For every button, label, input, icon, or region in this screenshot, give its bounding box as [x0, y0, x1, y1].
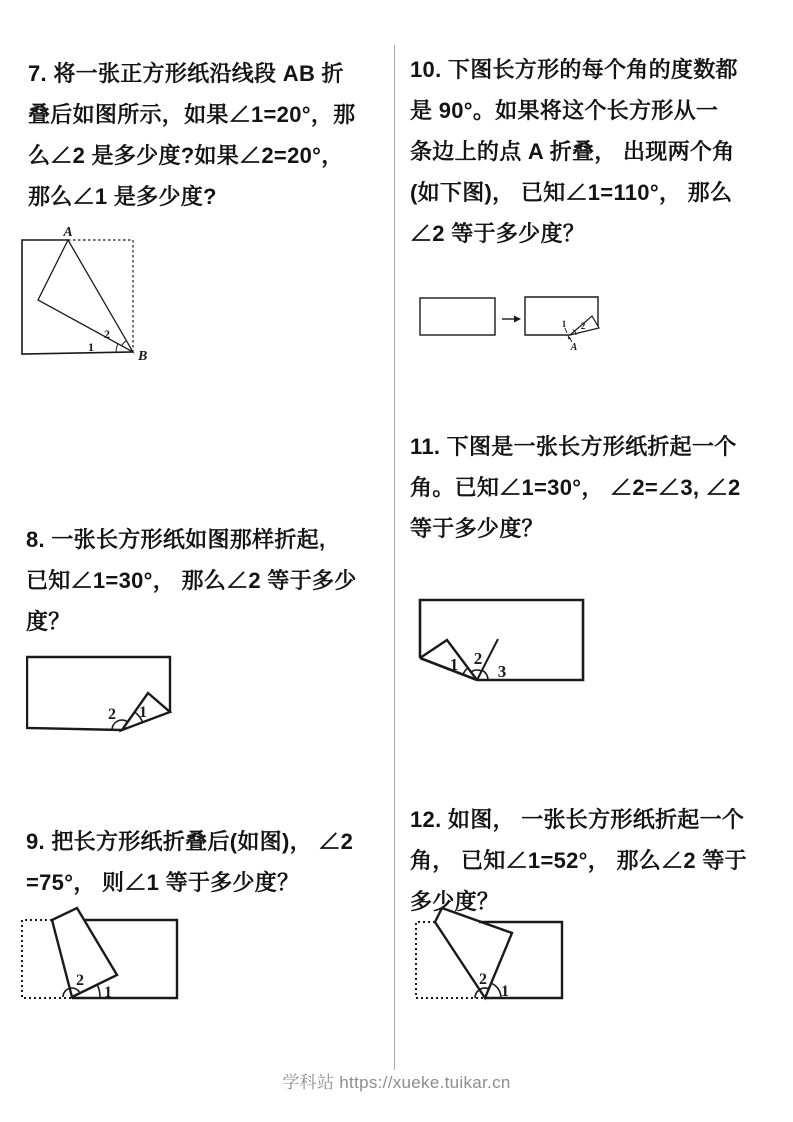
question-line: 角。已知∠1=30°， ∠2=∠3, ∠2 — [410, 475, 741, 500]
question-9 — [26, 821, 353, 903]
angle1-arc — [491, 983, 501, 998]
question-line: 12. 如图， 一张长方形纸折起一个 — [410, 807, 745, 832]
diagram-8-rect-fold — [26, 653, 176, 735]
question-line: 10. 下图长方形的每个角的度数都 — [410, 57, 738, 82]
question-7 — [28, 53, 355, 217]
angle1-arc — [116, 344, 118, 352]
rect-outline — [525, 297, 598, 335]
question-line: (如下图)， 已知∠1=110°， 那么 — [410, 180, 733, 205]
question-line: 9. 把长方形纸折叠后(如图)， ∠2 — [26, 829, 354, 854]
question-line: 是 90°。如果将这个长方形从一 — [410, 98, 719, 123]
question-line: 7. 将一张正方形纸沿线段 AB 折 — [28, 61, 344, 86]
angle3-arc — [482, 670, 488, 680]
angle2-arc — [122, 341, 127, 346]
rect-solid-edges — [479, 922, 562, 998]
question-line: 度？ — [26, 609, 71, 634]
diagram-10-before-after — [418, 295, 610, 353]
question-line: 么∠2 是多少度?如果∠2=20°， — [28, 143, 344, 168]
question-line: 角， 已知∠1=52°， 那么∠2 等于 — [410, 848, 747, 873]
question-line: 那么∠1 是多少度? — [28, 184, 217, 209]
question-line: 多少度？ — [410, 889, 500, 914]
point-b-label: B — [138, 349, 148, 364]
rect-dashed-edges — [22, 920, 72, 998]
angle2-label: 2 — [108, 706, 116, 723]
point-a-label: A — [63, 225, 73, 240]
angle1-label: 1 — [449, 655, 459, 674]
question-10 — [410, 49, 738, 254]
question-line: 条边上的点 A 折叠， 出现两个角 — [410, 139, 735, 164]
question-line: 8. 一张长方形纸如图那样折起, — [26, 527, 326, 552]
angle1-label: 1 — [139, 704, 147, 721]
question-line: 等于多少度？ — [410, 516, 544, 541]
question-8 — [26, 519, 357, 642]
question-line: ∠2 等于多少度？ — [410, 221, 586, 246]
angle2-arc — [471, 670, 482, 672]
question-11 — [410, 426, 741, 549]
point-a-label: A — [570, 342, 578, 353]
diagram-7-square-fold — [15, 222, 167, 370]
fold-triangle — [38, 240, 133, 352]
angle1-arc — [463, 668, 468, 675]
question-line: =75°， 则∠1 等于多少度？ — [26, 870, 300, 895]
angle1-label: 1 — [104, 984, 112, 1001]
angle2-label: 2 — [580, 321, 586, 331]
question-line: 11. 下图是一张长方形纸折起一个 — [410, 434, 737, 459]
angle2-label: 2 — [104, 327, 110, 341]
angle3-label: 3 — [497, 662, 507, 681]
site-watermark: 学科站 https://xueke.tuikar.cn — [282, 1073, 511, 1092]
angle2-label: 2 — [479, 971, 487, 988]
diagram-12-rect-fold — [414, 903, 568, 1005]
angle1-label: 1 — [561, 319, 567, 329]
angle2-label: 2 — [473, 649, 483, 668]
angle1-label: 1 — [88, 340, 94, 354]
rect-dashed-edges — [416, 922, 485, 998]
column-divider — [394, 45, 395, 1070]
diagram-11-rect-fold — [418, 596, 590, 690]
angle1-arc — [97, 985, 100, 997]
angle2-label: 2 — [76, 972, 84, 989]
plain-rectangle — [420, 298, 495, 335]
diagram-9-rect-fold — [18, 900, 184, 1004]
rect-solid-edges — [72, 920, 177, 998]
question-line: 已知∠1=30°， 那么∠2 等于多少 — [26, 568, 357, 593]
arrow-head-icon — [514, 316, 521, 323]
question-line: 叠后如图所示，如果∠1=20°，那 — [28, 102, 356, 127]
angle1-label: 1 — [501, 983, 509, 1000]
